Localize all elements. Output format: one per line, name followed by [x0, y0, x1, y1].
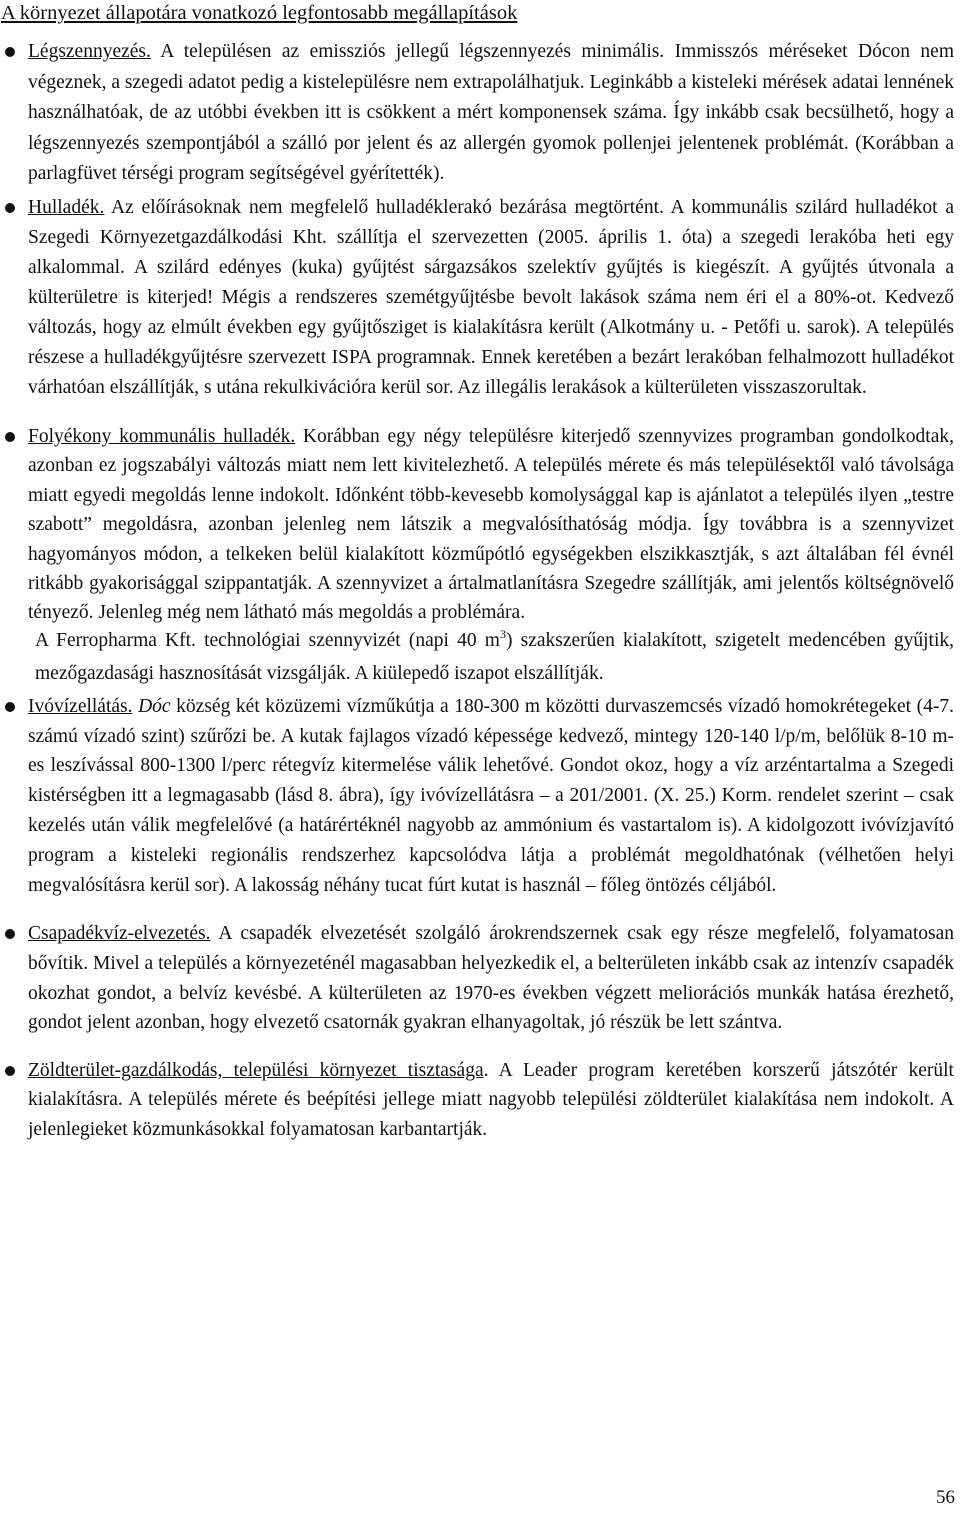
paragraph-air-pollution: [28, 37, 954, 190]
bullet-icon: [5, 432, 15, 442]
bullet-icon: [5, 47, 15, 57]
list-item-drinking-water: [0, 692, 960, 901]
body-green-areas: . A Leader program keretében korszerű játszótér került kialakításra. A település mérete és beépítési jellege miatt nagyobb települési zöldterület kialakítása nem indokolt. A jelenlegieket közmunkásokkal folyamatosan karbantartják.: [28, 1059, 954, 1140]
bullet-icon: [5, 929, 15, 939]
list-item-sewage: [0, 422, 960, 690]
paragraph-sewage: [28, 422, 954, 628]
paragraph-waste: [28, 193, 954, 403]
list-item-air-pollution: [0, 37, 960, 190]
paragraph-ferropharma: [35, 624, 954, 690]
bullet-icon: [5, 203, 15, 213]
cubic-superscript: 3: [499, 626, 506, 641]
heading-green-areas: Zöldterület-gazdálkodás, települési környezet tisztasága: [28, 1059, 484, 1081]
ferropharma-text-end: ) szakszerűen kialakított, szigetelt medencében gyűjtik, mezőgazdasági hasznosítását vizsgálják. A kiülepedő iszapot elszállítják.: [35, 629, 954, 684]
paragraph-green-areas: [28, 1056, 954, 1145]
heading-stormwater: Csapadékvíz-elvezetés.: [28, 923, 211, 945]
heading-waste: Hulladék.: [28, 196, 105, 218]
body-waste: Az előírásoknak nem megfelelő hulladéklerakó bezárása megtörtént. A kommunális szilárd hulladékot a Szegedi Környezetgazdálkodási Kht. szállítja el szervezetten (2005. április 1. óta) a szegedi lerakóba heti egy alkalommal. A szilárd edényes (kuka) gyűjtést sárgazsákos szelektív gyűjtés is kiegészít. A gyűjtés útvonala a külterületre is kiterjed! Mégis a rendszeres szemétgyűjtésbe bevolt lakások száma nem éri el a 80%-ot. Kedvező változás, hogy az elmúlt években egy gyűjtősziget is kialakításra került (Alkotmány u. - Petőfi u. sarok). A település részese a hulladékgyűjtésre szervezett ISPA programnak. Ennek keretében a bezárt lerakóban felhalmozott hulladékot várhatóan elszállítják, s utána rekulkivációra kerül sor. Az illegális lerakások a külterületen visszaszorultak.: [28, 196, 954, 398]
body-stormwater: A csapadék elvezetését szolgáló árokrendszernek csak egy része megfelelő, folyamatosan bővítik. Mivel a település a környezeténél magasabban helyezkedik el, a belterületen inkább csak az intenzív csapadék okozhat gondot, a belvíz kevésbé. A külterületen az 1970-es években végzett meliorációs munkák hatása érezhető, gondot jelent azonban, hogy elvezető csatornák gyakran elhanyagoltak, jó részük be lett szántva.: [28, 923, 954, 1034]
section-title: A környezet állapotára vonatkozó legfontosabb megállapítások: [1, 2, 518, 24]
list-item-green-areas: [0, 1056, 960, 1145]
heading-sewage: Folyékony kommunális hulladék.: [28, 425, 296, 447]
bullet-icon: [5, 1066, 15, 1076]
page-number: 56: [936, 1487, 955, 1508]
place-name-doc: Dóc: [138, 695, 171, 717]
heading-drinking-water: Ivóvízellátás.: [28, 695, 133, 717]
list-item-waste: [0, 193, 960, 403]
paragraph-stormwater: [28, 919, 954, 1037]
body-drinking-water: község két közüzemi vízműkútja a 180-300 m közötti durvaszemcsés vízadó homokrétegeket (4-7. számú vízadó szint) szűrőzi be. A kutak fajlagos vízadó képessége kedvező, mintegy 120-140 l/p/m, belőlük 8-10 m-es leszívással 800-1300 l/perc rétegvíz kitermelése válik lehetővé. Gondot okoz, hogy a víz arzéntartalma a Szegedi kistérségben itt a legmagasabb (lásd 8. ábra), így ivóvízellátásra – a 201/2001. (X. 25.) Korm. rendelet szerint – csak kezelés után válik megfelelővé (a határértéknél nagyobb az ammónium és vastartalom is). A kidolgozott ivóvízjavító program a kisteleki regionális rendszerhez kapcsolódva látja a problémát megoldhatónak (vélhetően helyi megvalósításra kerül sor). A lakosság néhány tucat fúrt kutat is használ – főleg öntözés céljából.: [28, 695, 955, 896]
body-air-pollution: A településen az emissziós jellegű légszennyezés minimális. Immisszós méréseket Dócon nem végeznek, a szegedi adatot pedig a kistelepülésre nem extrapolálhatjuk. Leginkább a kisteleki mérések adatai lennének használhatóak, de az utóbbi években itt is csökkent a mért komponensek száma. Így inkább csak becsülhető, hogy a légszennyezés szempontjából a szálló por jelent és az allergén gyomok pollenjei jelentenek problémát. (Korábban a parlagfüvet térségi program segítségével gyérítették).: [28, 41, 954, 185]
paragraph-drinking-water: [28, 692, 954, 901]
list-item-stormwater: [0, 919, 960, 1037]
bullet-icon: [5, 702, 15, 712]
body-sewage: Korábban egy négy településre kiterjedő szennyvizes programban gondolkodtak, azonban ez jogszabályi változás miatt nem lett kivitelezhető. A település mérete és más településektől való távolsága miatt egyedi megoldás lenne indokolt. Időnként több-kevesebb komolysággal kap is ajánlatot a település ilyen „testre szabott” megoldásra, azonban jelenleg nem látszik a megvalósíthatóság módja. Így továbbra is a szennyvizet hagyományos módon, a telkeken belül kialakított közműpótló egységekben elszikkasztják, s azt általában fél évnél ritkább gyakorisággal szippantatják. A szennyvizet a ártalmatlanításra Szegedre szállítják, ami jelentős költségnövelő tényező. Jelenleg még nem látható más megoldás a problémára.: [28, 425, 954, 624]
findings-list: [0, 37, 960, 1145]
heading-air-pollution: Légszennyezés.: [28, 41, 151, 62]
ferropharma-text-start: A Ferropharma Kft. technológiai szennyvizét (napi 40 m: [35, 629, 500, 651]
